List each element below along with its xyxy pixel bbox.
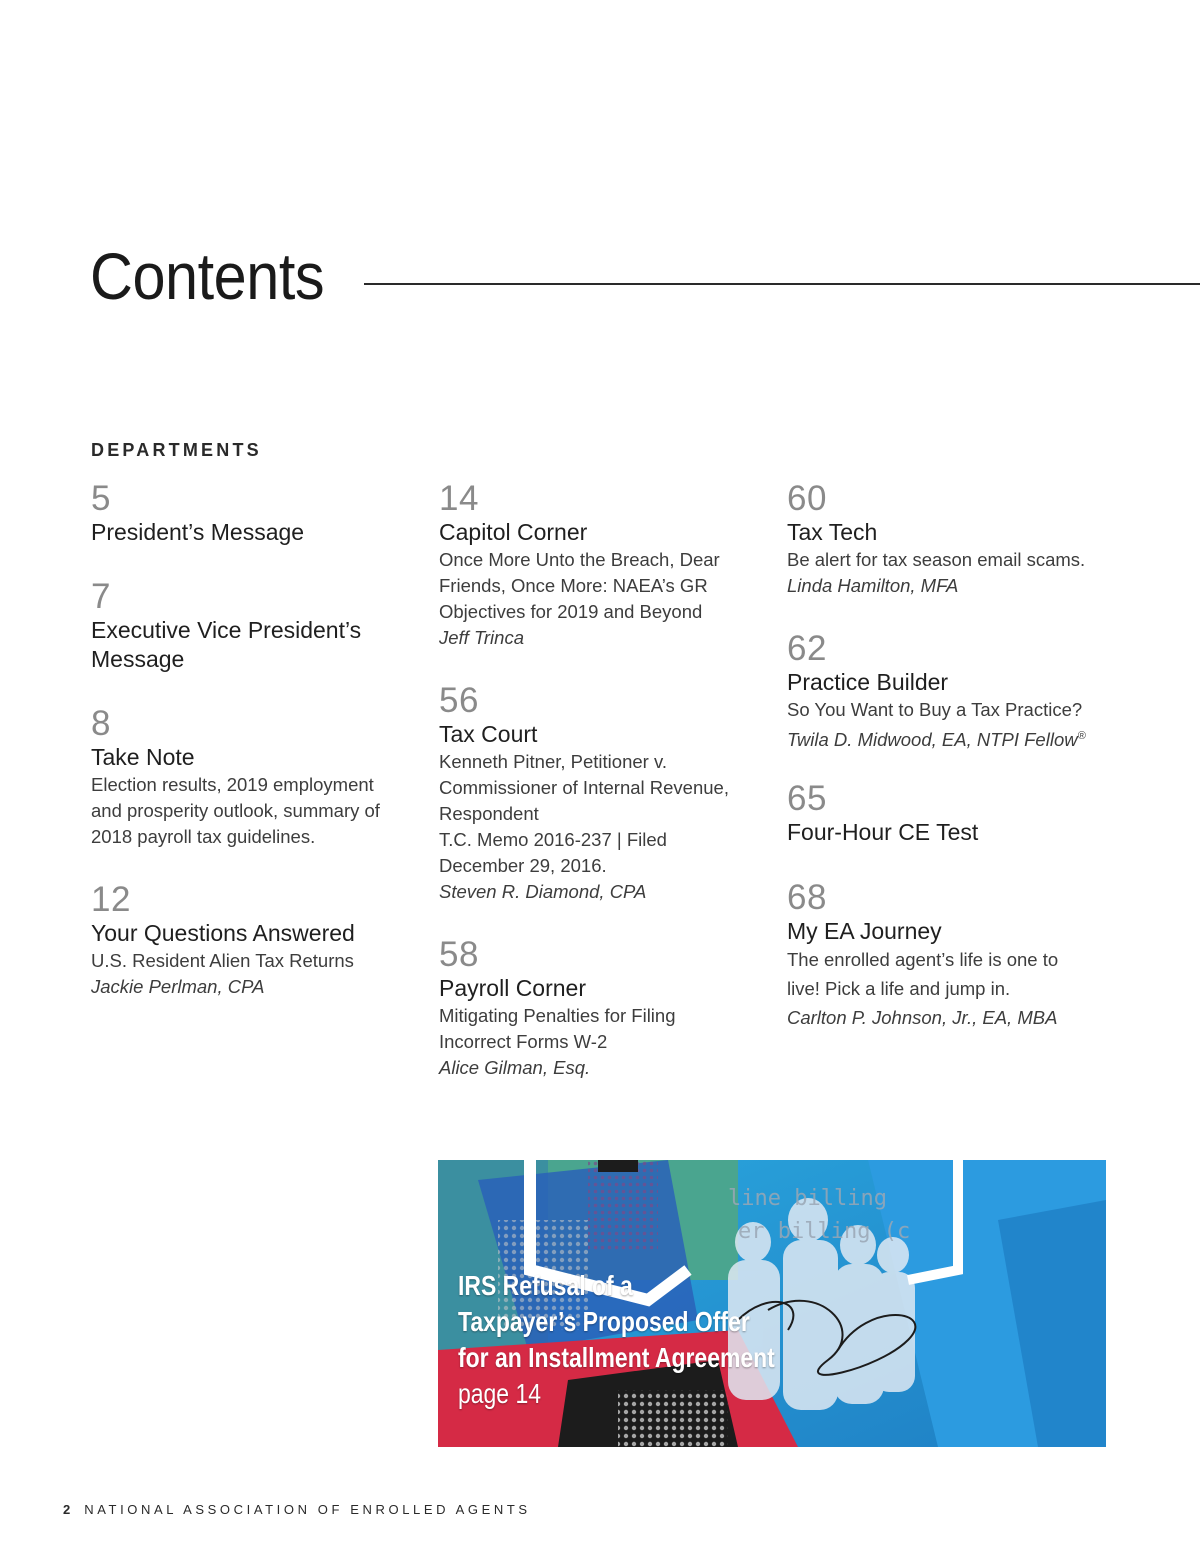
entry-title: Tax Court: [439, 721, 538, 747]
entry-author: Steven R. Diamond, CPA: [439, 881, 647, 902]
entry-title: Practice Builder: [787, 669, 949, 695]
entry-page-number: 60: [787, 479, 827, 518]
feature-headline-line-2: Taxpayer’s Proposed Offer: [458, 1306, 750, 1337]
entry-title: Take Note: [91, 744, 195, 770]
footer-publication-name: NATIONAL ASSOCIATION OF ENROLLED AGENTS: [84, 1502, 531, 1517]
feature-illustration[interactable]: [438, 1160, 1106, 1447]
registered-mark: ®: [1077, 730, 1086, 742]
entry-title: President’s Message: [91, 519, 305, 545]
feature-headline-line-3: for an Installment Agreement: [458, 1342, 775, 1373]
entry-title: Payroll Corner: [439, 975, 586, 1001]
entry-description: So You Want to Buy a Tax Practice?: [787, 699, 1083, 720]
entry-author: [787, 723, 1117, 753]
toc-entry[interactable]: [787, 480, 1117, 599]
entry-description: Election results, 2019 employment and prosperity outlook, summary of 2018 payroll tax guidelines.: [91, 774, 380, 847]
entry-page-number: 12: [91, 880, 131, 919]
toc-entry[interactable]: [439, 936, 769, 1081]
toc-entry[interactable]: [787, 879, 1117, 1031]
section-heading-departments: DEPARTMENTS: [91, 440, 262, 460]
toc-entry[interactable]: [787, 780, 1117, 847]
entry-page-number: 68: [787, 878, 827, 917]
toc-entry[interactable]: [91, 705, 421, 850]
entry-page-number: 58: [439, 935, 479, 974]
entry-page-number: 56: [439, 681, 479, 720]
feature-headline: [458, 1268, 917, 1412]
entry-author: Jeff Trinca: [439, 627, 524, 648]
feature-page-reference: page 14: [458, 1378, 541, 1409]
page-title: Contents: [90, 239, 325, 313]
entry-description: Once More Unto the Breach, Dear Friends, Once More: NAEA’s GR Objectives for 2019 and Beyond: [439, 549, 720, 622]
toc-entry[interactable]: [91, 480, 421, 547]
entry-author: Linda Hamilton, MFA: [787, 575, 959, 596]
toc-entry[interactable]: [439, 682, 769, 905]
title-rule: [364, 283, 1200, 285]
entry-title: Executive Vice President’s Message: [91, 617, 362, 672]
entry-page-number: 62: [787, 629, 827, 668]
entry-description: U.S. Resident Alien Tax Returns: [91, 950, 354, 971]
entry-title: My EA Journey: [787, 918, 942, 944]
page-footer: [63, 1502, 531, 1517]
toc-entry[interactable]: [439, 480, 769, 651]
entry-author: Alice Gilman, Esq.: [439, 1057, 591, 1078]
collage-text-2: er billing (c: [738, 1219, 911, 1244]
toc-entry[interactable]: [91, 881, 421, 1000]
entry-author: Carlton P. Johnson, Jr., EA, MBA: [787, 1007, 1058, 1028]
entry-title: Your Questions Answered: [91, 920, 355, 946]
entry-description: The enrolled agent’s life is one to live! Pick a life and jump in.: [787, 949, 1059, 999]
entry-title: Capitol Corner: [439, 519, 588, 545]
feature-headline-line-1: IRS Refusal of a: [458, 1270, 633, 1301]
footer-page-number: 2: [63, 1502, 71, 1517]
entry-description: Mitigating Penalties for Filing Incorrect Forms W-2: [439, 1005, 676, 1052]
collage-text-1: line billing: [728, 1186, 887, 1211]
entry-page-number: 65: [787, 779, 827, 818]
entry-page-number: 14: [439, 479, 479, 518]
entry-author: Jackie Perlman, CPA: [91, 976, 265, 997]
entry-author-name: Twila D. Midwood, EA, NTPI Fellow: [787, 729, 1078, 751]
toc-entry[interactable]: [787, 630, 1117, 753]
entry-page-number: 8: [91, 704, 111, 743]
entry-page-number: 7: [91, 577, 111, 616]
entry-description: Be alert for tax season email scams.: [787, 549, 1086, 570]
entry-page-number: 5: [91, 479, 111, 518]
entry-description: Kenneth Pitner, Petitioner v. Commissioner of Internal Revenue, Respondent T.C. Memo 2016-237 | Filed December 29, 2016.: [439, 751, 729, 876]
entry-title: Four-Hour CE Test: [787, 819, 979, 845]
toc-entry[interactable]: [91, 578, 421, 674]
entry-title: Tax Tech: [787, 519, 878, 545]
